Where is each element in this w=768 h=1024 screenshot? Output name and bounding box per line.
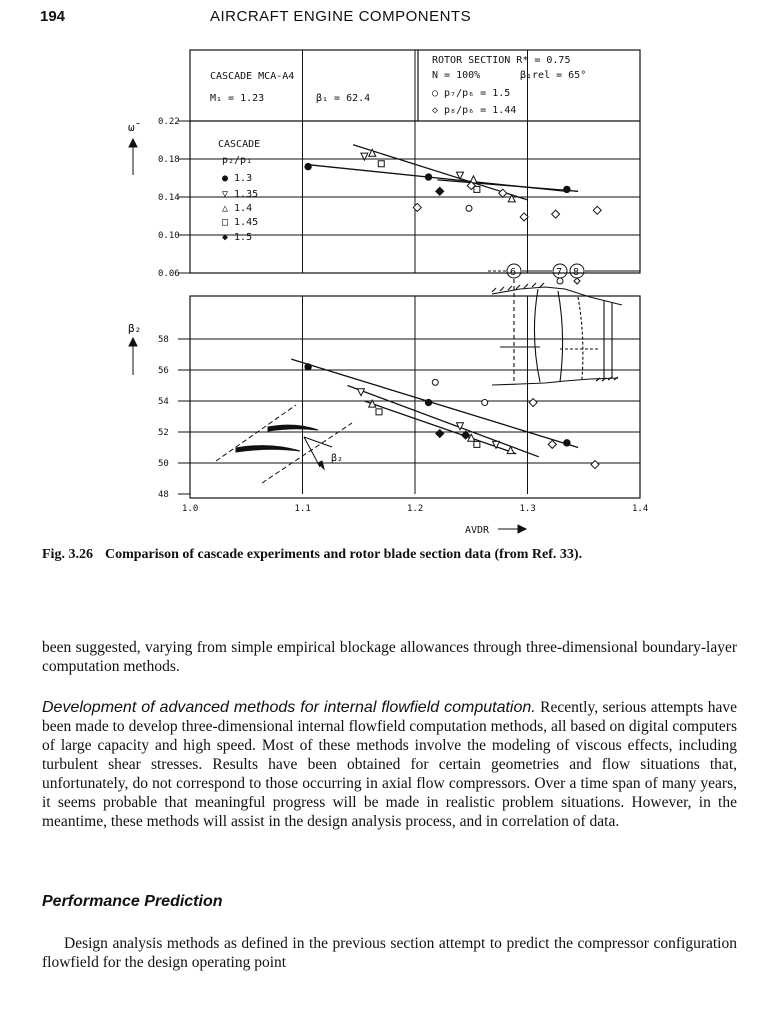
marker-1-0-1	[425, 399, 431, 405]
legend-item-1-4: △ 1.4	[222, 203, 253, 214]
marker-0-3-1	[474, 186, 480, 192]
page-number: 194	[40, 8, 66, 25]
marker-0-4-0	[436, 187, 444, 195]
marker-1-6-2	[591, 461, 599, 469]
figure-3-26	[0, 35, 768, 540]
paragraph-advanced-methods-body: Recently, serious attempts have been made to develop three-dimensional internal flowfield computation methods, all based on digital computers of large capacity and high speed. Most of these methods involve the modeling of viscous effects, including turbulent shear stresses. Results have been obtained for certain geometries and flow situations that, unfortunately, do not correspond to those occurring in axial flow compressors. Over a time span of many years, it seems probable that meaningful progress will be made in realistic problem situations. However, in the meantime, these methods will assist in the design analysis process, and in correlation of data.	[42, 698, 737, 830]
rotor-legend-p7: ○ p₇/p₆ = 1.5	[432, 88, 511, 99]
x-axis-label: AVDR	[465, 525, 490, 536]
y-tick-label-1-5: 58	[158, 335, 169, 345]
cascade-blade-sketch	[216, 405, 352, 483]
marker-0-6-3	[520, 213, 528, 221]
y-tick-label-0-1: 0.10	[158, 231, 180, 241]
y-tick-label-1-3: 54	[158, 397, 169, 407]
legend-title-cascade: CASCADE	[218, 139, 261, 150]
marker-0-6-0	[413, 203, 421, 211]
legend-item-1-35: ▽ 1.35	[222, 189, 259, 200]
marker-0-3-0	[378, 161, 384, 167]
trend-line-1-1	[348, 386, 539, 457]
marker-1-3-1	[474, 441, 480, 447]
y-tick-label-0-0: 0.06	[158, 269, 180, 279]
marker-1-1-0	[358, 389, 365, 396]
y-tick-label-1-0: 48	[158, 490, 169, 500]
marker-0-5-0	[466, 205, 472, 211]
figure-caption-label: Fig. 3.26	[42, 547, 93, 562]
marker-0-0-0	[305, 163, 311, 169]
x-tick-label-3: 1.3	[519, 504, 536, 514]
rotor-info-beta: β₁rel = 65°	[520, 70, 587, 81]
legend-title-ratio: p₂/p₁	[222, 155, 253, 166]
y-tick-label-1-1: 50	[158, 459, 169, 469]
y-tick-label-0-2: 0.14	[158, 193, 180, 203]
legend-item-1-5: ◆ 1.5	[222, 232, 253, 243]
marker-0-6-5	[593, 206, 601, 214]
trend-line-1-2	[364, 401, 516, 454]
sketch-beta-label: β₂	[331, 453, 344, 464]
legend-item-1-45: □ 1.45	[222, 217, 259, 228]
marker-1-6-1	[548, 440, 556, 448]
y-tick-label-1-4: 56	[158, 366, 169, 376]
marker-1-3-0	[376, 409, 382, 415]
rotor-info-speed: N = 100%	[432, 70, 481, 81]
top-y-axis-arrow	[129, 139, 137, 175]
rotor-legend-p8: ◇ p₈/p₆ = 1.44	[432, 105, 517, 116]
x-tick-label-2: 1.2	[407, 504, 424, 514]
paragraph-advanced-methods	[42, 698, 737, 831]
x-tick-label-0: 1.0	[182, 504, 199, 514]
bottom-y-axis-label: β₂	[128, 322, 142, 335]
x-tick-label-4: 1.4	[632, 504, 649, 514]
marker-0-0-2	[564, 186, 570, 192]
marker-1-4-0	[436, 430, 444, 438]
paragraph-performance-prediction: Design analysis methods as defined in the previous section attempt to predict the compressor configuration flowfield for the design operating point	[42, 934, 737, 971]
y-tick-label-0-3: 0.18	[158, 155, 180, 165]
top-y-axis-label: ω̄	[128, 121, 135, 134]
cascade-info-name: CASCADE MCA-A4	[210, 71, 295, 82]
x-axis-arrow	[498, 525, 526, 533]
rotor-info-section: ROTOR SECTION R* = 0.75	[432, 55, 571, 66]
marker-0-0-1	[425, 174, 431, 180]
rotor-meridional-sketch	[492, 279, 622, 385]
trend-line-0-2	[438, 180, 579, 191]
station-8-label: 8	[573, 267, 580, 278]
section-heading: Performance Prediction	[42, 893, 223, 910]
marker-0-6-4	[552, 210, 560, 218]
marker-1-0-2	[564, 440, 570, 446]
paragraph-continuation: been suggested, varying from simple empirical blockage allowances through three-dimensional boundary-layer computation methods.	[42, 638, 737, 675]
station-7-label: 7	[556, 267, 563, 278]
marker-1-5-0	[432, 379, 438, 385]
bottom-y-axis-arrow	[129, 338, 137, 375]
run-in-heading: Development of advanced methods for internal flowfield computation.	[42, 698, 536, 716]
figure-caption-text: Comparison of cascade experiments and rotor blade section data (from Ref. 33).	[104, 547, 583, 562]
marker-1-6-0	[529, 399, 537, 407]
marker-1-5-1	[482, 400, 488, 406]
trend-lines	[291, 145, 578, 457]
station-6-label: 6	[510, 267, 517, 278]
marker-0-6-2	[499, 189, 507, 197]
running-title: AIRCRAFT ENGINE COMPONENTS	[210, 8, 472, 25]
marker-1-0-0	[305, 364, 311, 370]
y-tick-label-0-4: 0.22	[158, 117, 180, 127]
figure-caption	[42, 546, 742, 564]
cascade-info-beta: β₁ = 62.4	[316, 93, 371, 104]
y-tick-label-1-2: 52	[158, 428, 169, 438]
legend-item-1-3: ● 1.3	[222, 173, 253, 184]
cascade-info-mach: M₁ = 1.23	[210, 93, 265, 104]
x-tick-label-1: 1.1	[294, 504, 311, 514]
